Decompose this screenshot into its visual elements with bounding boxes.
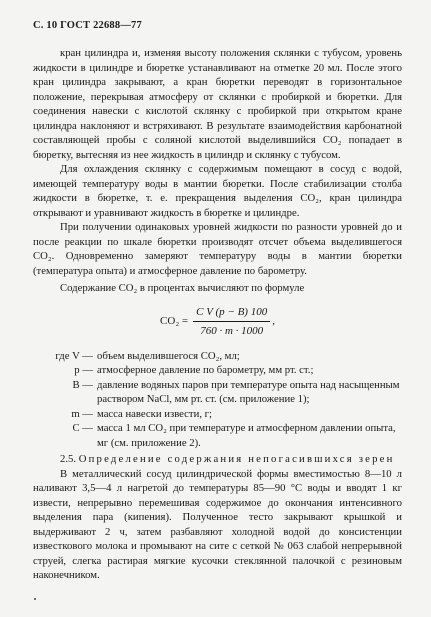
- paragraph-1: кран цилиндра и, изменяя высоту положения склянки с тубусом, уровень жидкости в цилиндре и бюретке устанавливают на отметке 20 мл. После этого кран цилиндра закрывают, а кран бюретки переводят в горизонтальное положение, перекрывая атмосферу от склянки с пробиркой и бюретки. Для соединения навески с кислотой склянку с пробиркой при открытом кране цилиндра наклоняют и встряхивают. В результате взаимодействия карбонатной составляющей пробы с соляной кислотой выделившийся CO₂ попадает в бюретку, вытесняя из нее жидкость в цилиндр и склянку с тубусом.: [33, 47, 402, 161]
- definition-text: масса навески извести, г;: [97, 407, 213, 420]
- definition-text: давление водяных паров при температуре опыта над насыщенным раствором NaCl, мм рт. ст. (см. приложение 1);: [97, 378, 400, 405]
- formula-trail: ,: [272, 315, 275, 328]
- formula-intro: Содержание CO₂ в процентах вычисляют по формуле: [60, 282, 305, 294]
- definition-row: [33, 363, 402, 378]
- definition-key: C —: [72, 422, 93, 434]
- paragraph-4: В металлический сосуд цилиндрической формы вместимостью 8—10 л наливают 3,5—4 л нагретой до температуры 85—90 °С воды и вводят 1 кг извести, непрерывно перемешивая содержимое до окончания интенсивного выделения пара (кипения). Полученное тесто закрывают крышкой и выдерживают 2 ч, затем разбавляют холодной водой до консистенции известкового молока и промывают на сите с сеткой № 063 слабой непрерывной струей, слегка растирая мягкие кусочки стеклянной палочкой с резиновым наконечником.: [33, 467, 402, 581]
- definition-key: m —: [71, 407, 93, 420]
- paragraph-3: При получении одинаковых уровней жидкости по разности уровней до и после реакции по шкале бюретки производят отсчет объема выделившегося CO₂. Одновременно замеряют температуру воды в мантии бюретки (температура опыта) и атмосферное давление по барометру.: [33, 221, 402, 277]
- definition-key: p —: [74, 364, 93, 376]
- definition-text: атмосферное давление по барометру, мм рт. ст.;: [97, 364, 314, 376]
- formula-fraction: [193, 305, 270, 339]
- definition-row: [33, 407, 402, 422]
- definition-key: где V —: [55, 349, 93, 362]
- formula-lhs: CO₂ =: [160, 315, 189, 328]
- definition-text: масса 1 мл CO₂ при температуре и атмосферном давлении опыта, мг (см. приложение 2).: [97, 422, 396, 449]
- definition-row: [33, 421, 402, 450]
- paragraph-2: Для охлаждения склянку с содержимым помещают в сосуд с водой, имеющей температуру воды в мантии бюретки. После стабилизации столба жидкости в бюретке, т. е. прекращения выделения CO₂, кран цилиндра открывают и уравнивают жидкость в бюретке и цилиндре.: [33, 163, 402, 219]
- section-title: Определение содержания непогасившихся зерен: [78, 453, 395, 465]
- definition-text: объем выделившегося CO₂, мл;: [97, 349, 240, 362]
- definition-row: [33, 378, 402, 407]
- section-heading: [33, 452, 402, 467]
- co2-formula: [33, 305, 402, 339]
- formula-denominator: 760 · m · 1000: [200, 325, 264, 337]
- definition-key: B —: [72, 378, 93, 391]
- page-mark: [34, 598, 36, 600]
- variable-definitions: [33, 349, 402, 451]
- document-body: [33, 46, 402, 583]
- page-header: С. 10 ГОСТ 22688—77: [33, 20, 142, 31]
- formula-numerator: C V (p − B) 100: [193, 305, 270, 323]
- definition-row: [33, 349, 402, 364]
- section-number: 2.5.: [60, 453, 77, 465]
